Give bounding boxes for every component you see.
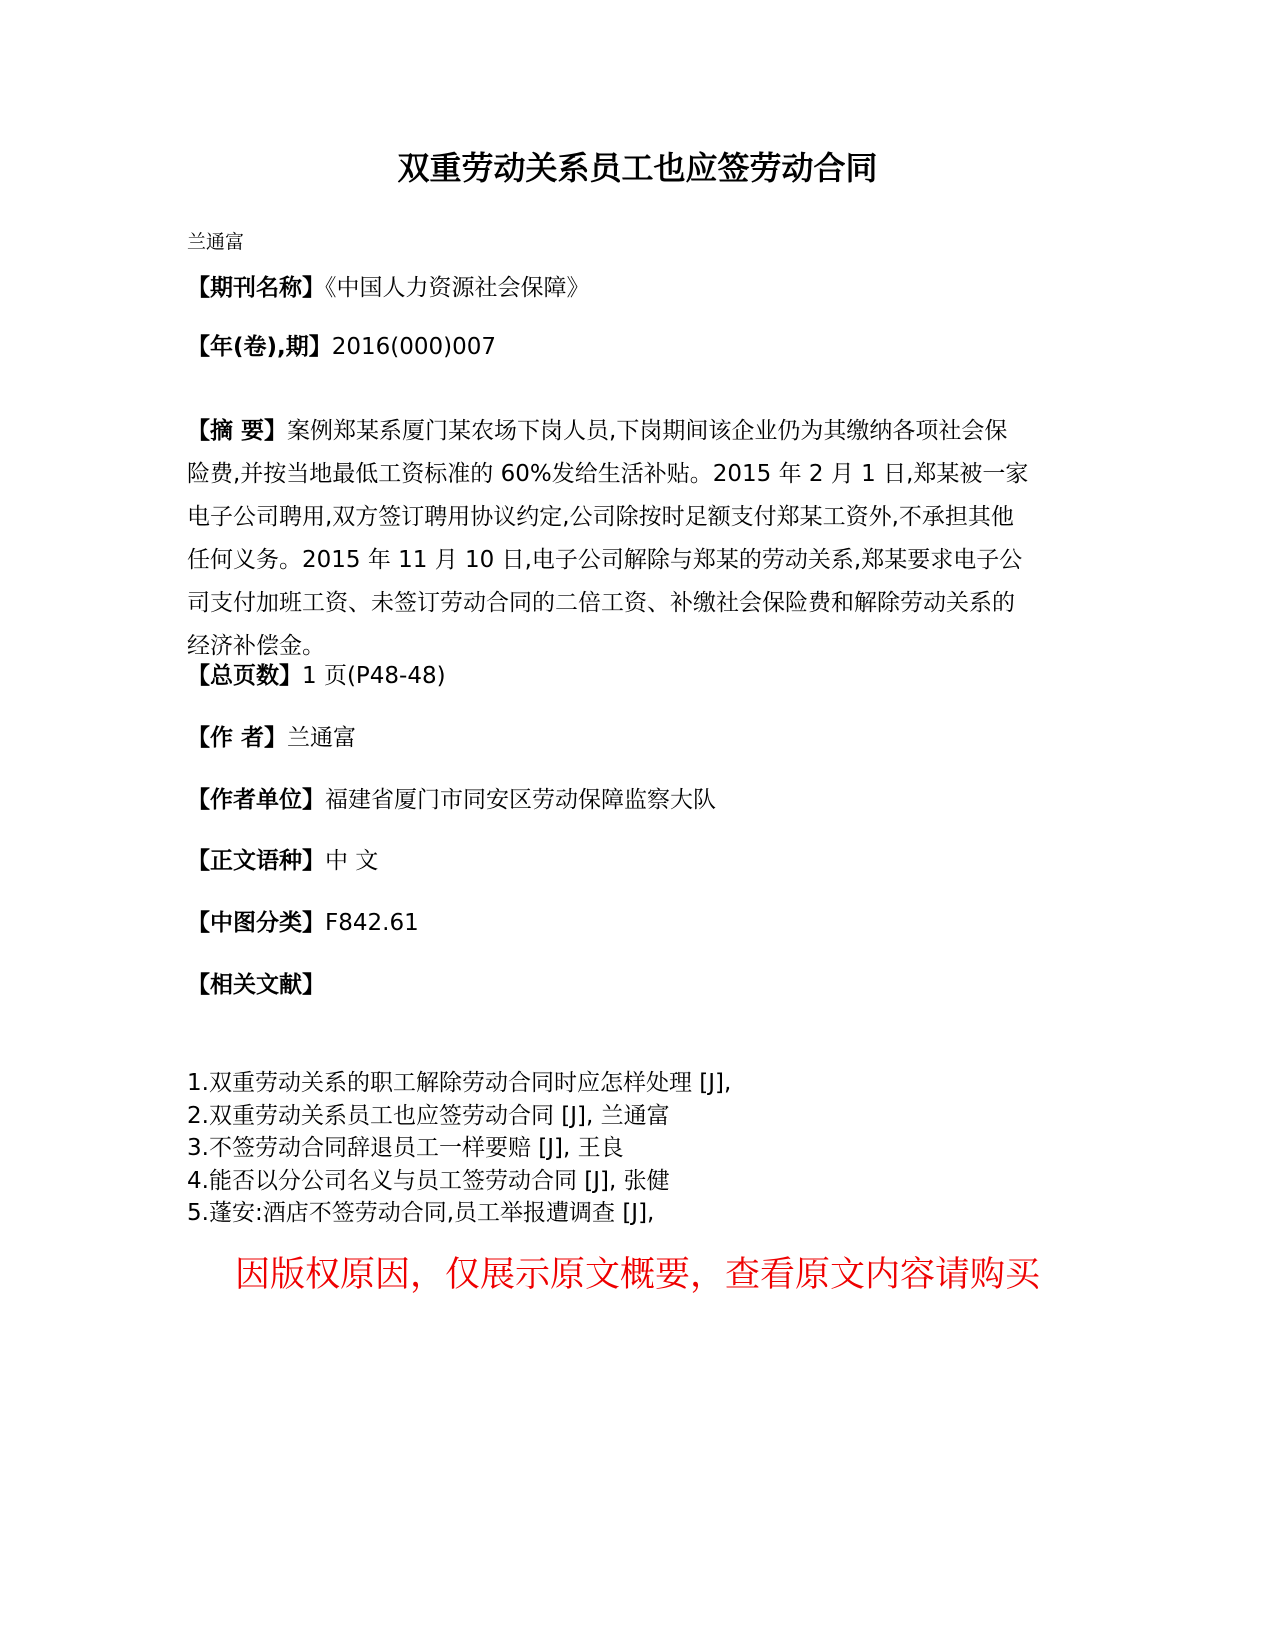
pages-value: 1 页(P48-48): [302, 663, 446, 689]
volume-label: 【年(卷),期】: [187, 334, 332, 360]
related-heading-label: 【相关文献】: [187, 972, 325, 998]
abstract-block: [187, 410, 1087, 668]
volume-field: [187, 331, 496, 363]
author-label: 【作 者】: [187, 725, 288, 751]
classification-label: 【中图分类】: [187, 910, 325, 936]
abstract-line-6: 经济补偿金。: [187, 633, 325, 659]
journal-label: 【期刊名称】: [187, 275, 325, 301]
related-item-2: 2.双重劳动关系员工也应签劳动合同 [J], 兰通富: [187, 1102, 670, 1129]
abstract-line-3: 电子公司聘用,双方签订聘用协议约定,公司除按时足额支付郑某工资外,不承担其他: [187, 504, 1014, 530]
volume-value: 2016(000)007: [331, 334, 497, 360]
classification-value: F842.61: [325, 910, 419, 936]
related-list: [187, 1067, 731, 1230]
classification-field: [187, 907, 419, 939]
abstract-line-2: 险费,并按当地最低工资标准的 60%发给生活补贴。2015 年 2 月 1 日,郑某被一家: [187, 461, 1029, 487]
related-item-5: 5.蓬安:酒店不签劳动合同,员工举报遭调查 [J],: [187, 1200, 655, 1226]
language-label: 【正文语种】: [187, 848, 325, 874]
journal-value: 《中国人力资源社会保障》: [325, 275, 590, 301]
abstract-label: 【摘 要】: [187, 418, 288, 444]
abstract-line-1: [187, 410, 1087, 453]
journal-field: [187, 272, 590, 304]
affiliation-value: 福建省厦门市同安区劳动保障监察大队: [325, 787, 716, 813]
related-item-1: 1.双重劳动关系的职工解除劳动合同时应怎样处理 [J],: [187, 1070, 732, 1096]
abstract-line-5: 司支付加班工资、未签订劳动合同的二倍工资、补缴社会保险费和解除劳动关系的: [187, 590, 1015, 616]
related-heading: [187, 969, 325, 1001]
related-item-4: 4.能否以分公司名义与员工签劳动合同 [J], 张健: [187, 1167, 670, 1194]
language-field: [187, 845, 378, 877]
author-field: [187, 722, 356, 754]
affiliation-label: 【作者单位】: [187, 787, 325, 813]
language-value: 中 文: [325, 848, 379, 874]
abstract-text: 案例郑某系厦门某农场下岗人员,下岗期间该企业仍为其缴纳各项社会保: [287, 418, 1008, 444]
related-item-3: 3.不签劳动合同辞退员工一样要赔 [J], 王良: [187, 1135, 624, 1161]
pages-label: 【总页数】: [187, 663, 302, 689]
abstract-line-4: 任何义务。2015 年 11 月 10 日,电子公司解除与郑某的劳动关系,郑某要求电子公: [187, 547, 1023, 573]
author-byline: 兰通富: [187, 231, 245, 253]
document-title: 双重劳动关系员工也应签劳动合同: [397, 149, 878, 187]
affiliation-field: [187, 784, 716, 816]
copyright-notice: 因版权原因，仅展示原文概要，查看原文内容请购买: [234, 1255, 1040, 1295]
author-value: 兰通富: [287, 725, 357, 751]
pages-field: [187, 660, 446, 692]
